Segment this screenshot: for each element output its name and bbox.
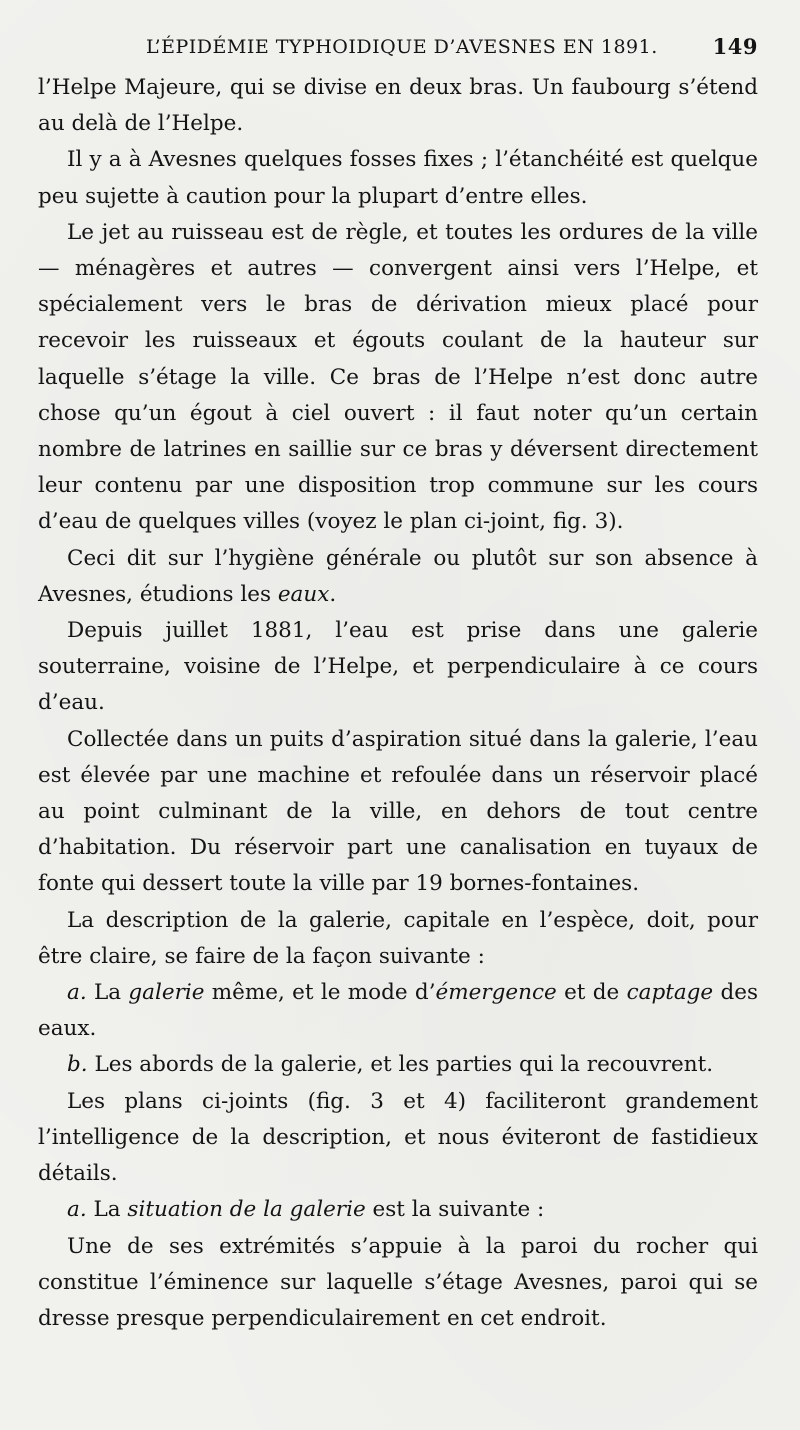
text-segment: Collectée dans un puits d’aspiration situé dans la galerie, l’eau est élevée par une machine et refoulée dans un réservoir placé au point culminant de la ville, en dehors de tout centre d’habitation. Du réservoir part une canalisation en tuyaux de fonte qui dessert toute la ville par 19 bornes-fontaines.	[38, 726, 758, 897]
text-segment: est la suivante :	[365, 1197, 545, 1223]
page-number: 149	[712, 34, 758, 59]
text-segment: Depuis juillet 1881, l’eau est prise dans une galerie souterraine, voisine de l’Helpe, et perpendiculaire à ce cours d’eau.	[38, 618, 758, 716]
text-segment: Il y a à Avesnes quelques fosses fixes ; l’étanchéité est quelque peu sujette à caution pour la plupart d’entre elles.	[38, 147, 758, 209]
text-segment: La description de la galerie, capitale en l’espèce, doit, pour être claire, se faire de la façon suivante :	[38, 907, 758, 969]
paragraph	[38, 541, 758, 613]
text-segment: même, et le mode d’	[204, 980, 436, 1006]
text-segment: .	[329, 581, 337, 607]
text-segment: l’Helpe Majeure, qui se divise en deux bras. Un faubourg s’étend au delà de l’Helpe.	[38, 75, 758, 137]
italic-text: a.	[67, 1197, 87, 1223]
italic-text: émergence	[435, 980, 557, 1006]
body-text	[38, 70, 758, 1337]
running-header	[38, 30, 758, 70]
paragraph	[38, 1047, 758, 1083]
paragraph	[38, 975, 758, 1047]
text-segment: La	[86, 980, 129, 1006]
continued-paragraph	[38, 70, 758, 142]
paragraph	[38, 613, 758, 722]
text-segment: Ceci dit sur l’hygiène générale ou plutôt sur son absence à Avesnes, étudions les	[38, 545, 758, 607]
text-segment: Une de ses extrémités s’appuie à la paroi du rocher qui constitue l’éminence sur laquelle s’étage Avesnes, paroi qui se dresse presque perpendiculairement en cet endroit.	[38, 1233, 758, 1331]
text-segment: Le jet au ruisseau est de règle, et toutes les ordures de la ville — ménagères et autres — convergent ainsi vers l’Helpe, et spécialement vers le bras de dérivation mieux placé pour recevoir les ruisseaux et égouts coulant de la hauteur sur laquelle s’étage la ville. Ce bras de l’Helpe n’est donc autre chose qu’un égout à ciel ouvert : il faut noter qu’un certain nombre de latrines en saillie sur ce bras y déversent directement leur contenu par une disposition trop commune sur les cours d’eau de quelques villes (voyez le plan ci-joint, fig. 3).	[38, 219, 758, 535]
italic-text: a.	[67, 980, 87, 1006]
paragraph	[38, 1084, 758, 1193]
text-segment: Les plans ci-joints (fig. 3 et 4) faciliteront grandement l’intelligence de la description, et nous éviteront de fastidieux détails.	[38, 1088, 758, 1187]
running-title: L’ÉPIDÉMIE TYPHOIDIQUE D’AVESNES EN 1891.	[146, 36, 658, 58]
paragraph	[38, 1229, 758, 1338]
paragraph	[38, 903, 758, 975]
italic-text: captage	[626, 980, 714, 1006]
italic-text: b.	[67, 1052, 88, 1078]
italic-text: situation de la galerie	[127, 1197, 366, 1223]
text-segment: des eaux.	[38, 980, 759, 1042]
paragraph	[38, 1192, 758, 1228]
paragraph	[38, 215, 758, 541]
text-segment: et de	[556, 980, 627, 1006]
text-segment: Les abords de la galerie, et les parties qui la recouvrent.	[87, 1052, 714, 1078]
paragraph	[38, 722, 758, 903]
text-segment: La	[86, 1197, 128, 1223]
paragraph	[38, 142, 758, 214]
italic-text: eaux	[277, 581, 330, 607]
italic-text: galerie	[128, 980, 205, 1006]
